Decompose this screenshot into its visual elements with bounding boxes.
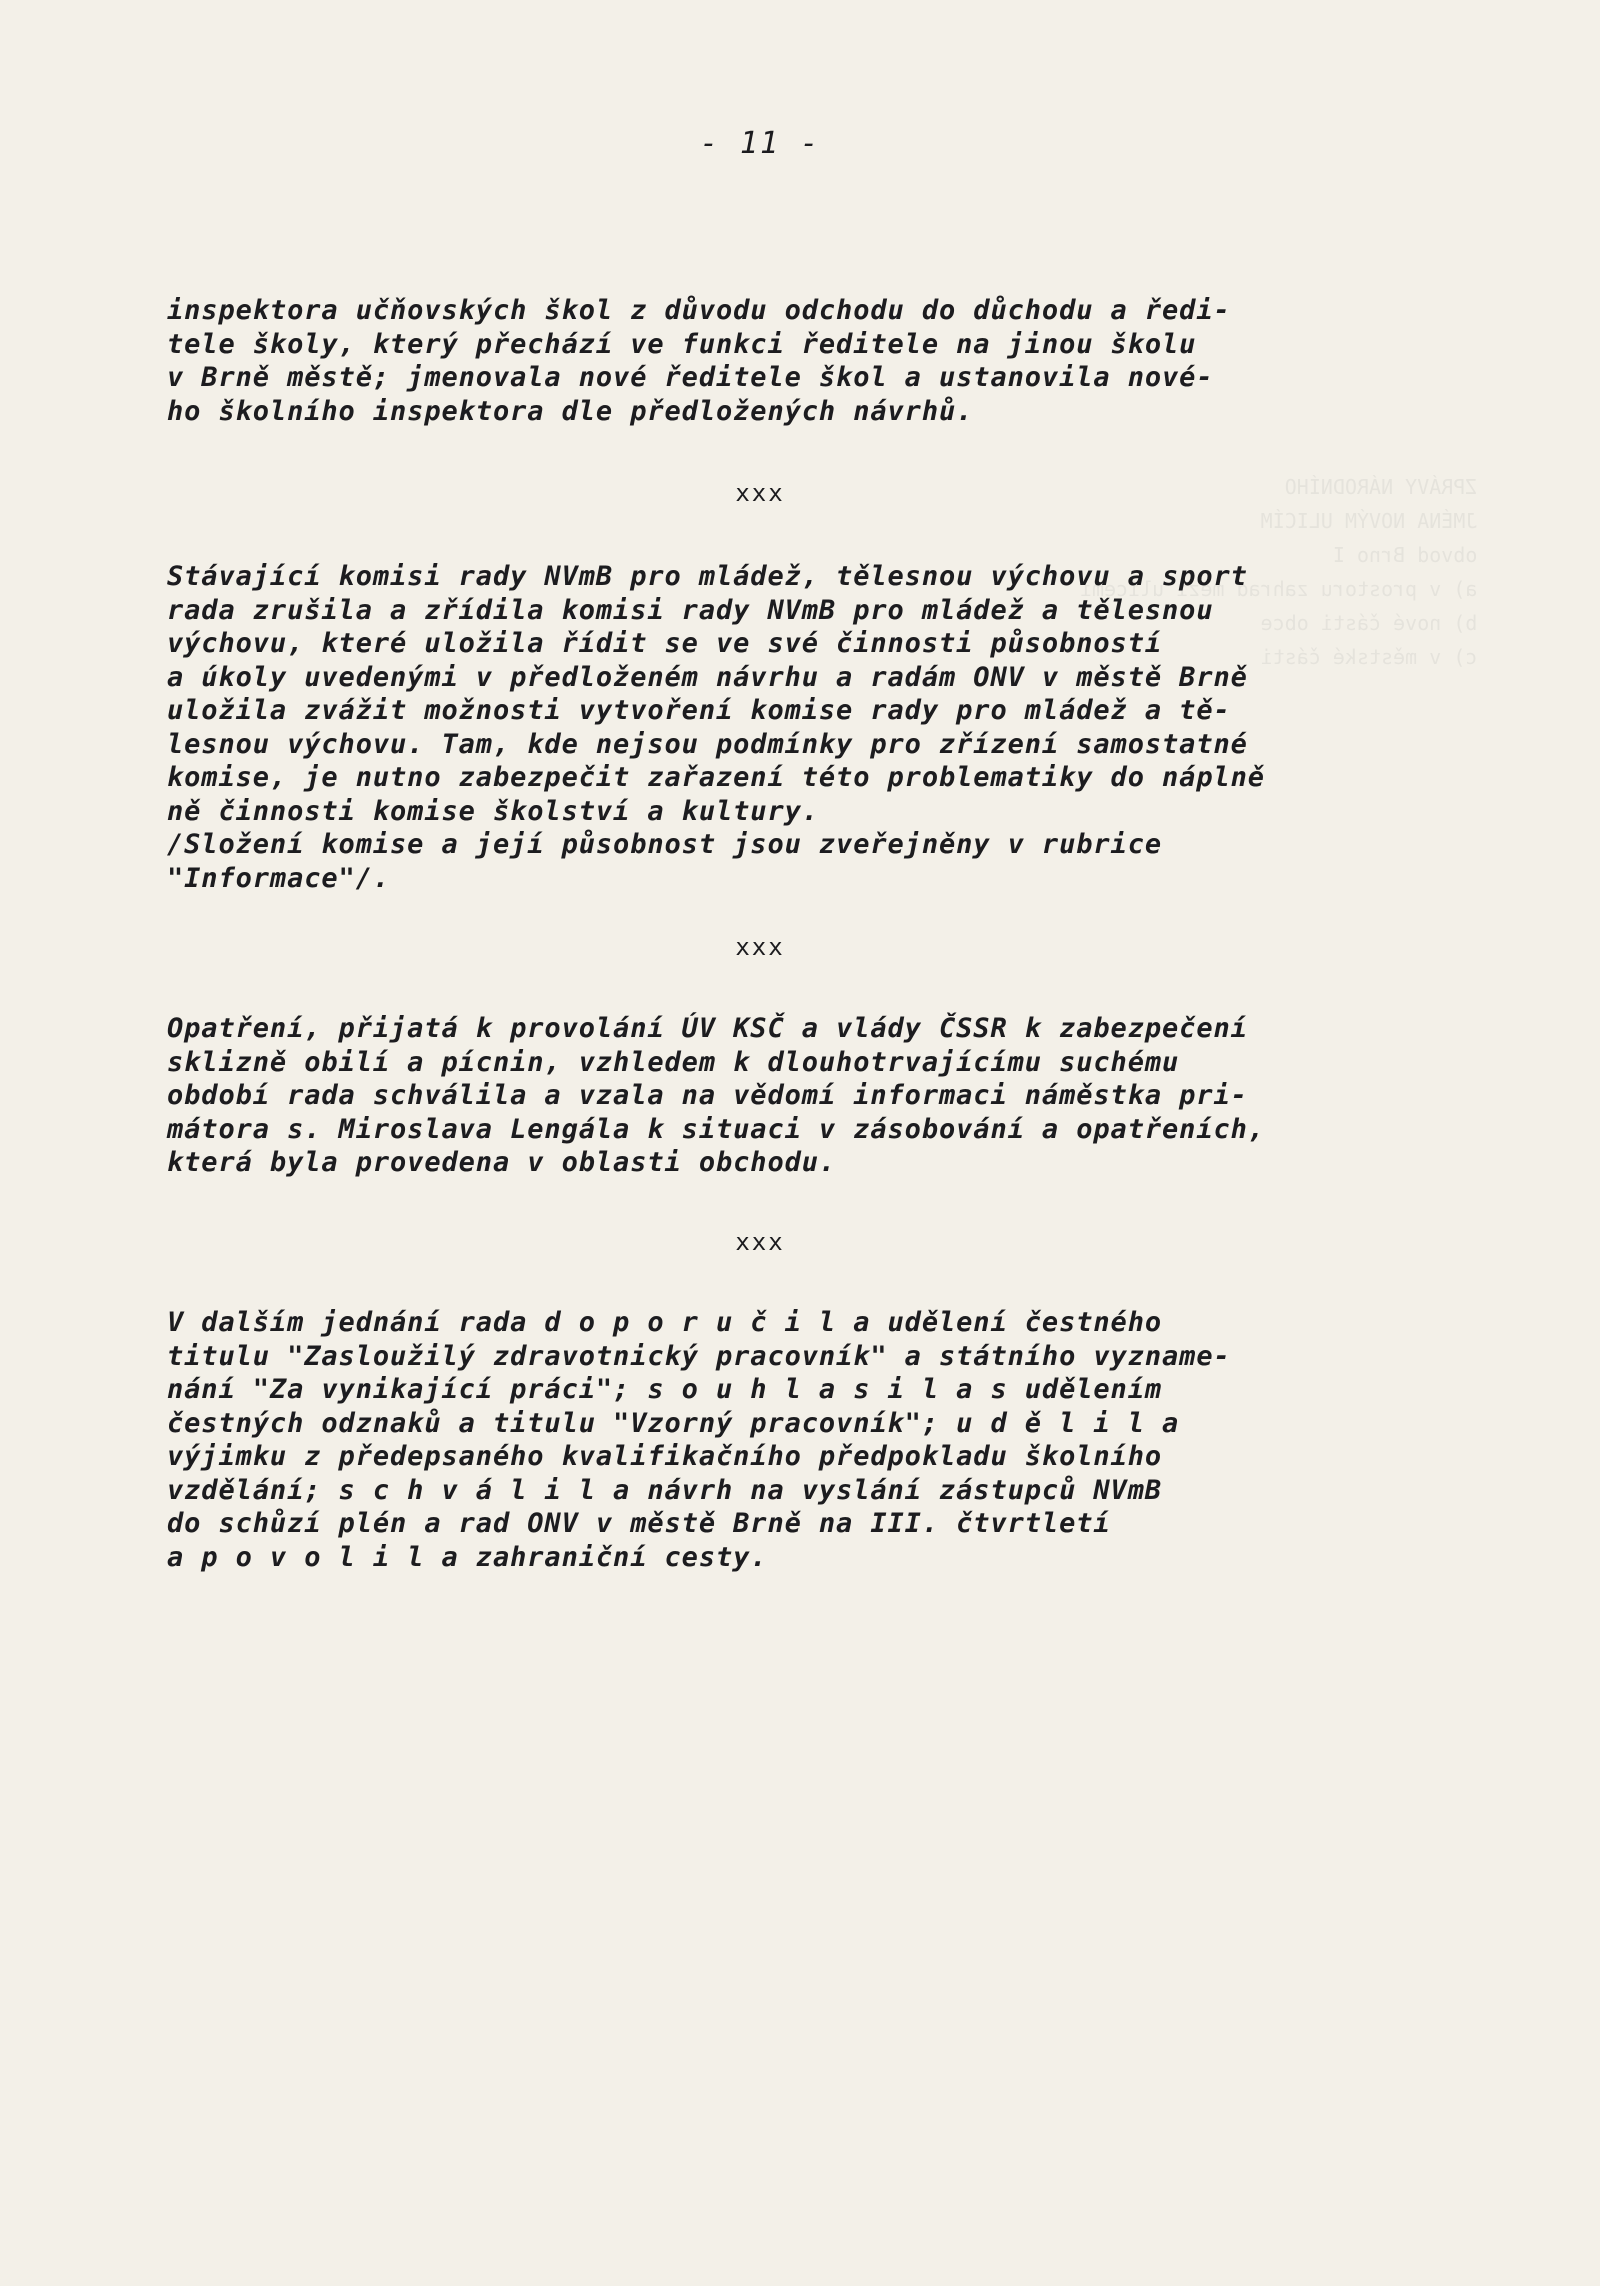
text-line: která byla provedena v oblasti obchodu. — [167, 1147, 837, 1178]
paragraph-further-proceedings — [167, 1306, 1427, 1574]
text-line: čestných odznaků a titulu "Vzorný pracovník"; u d ě l i l a — [167, 1407, 1180, 1439]
text-line: v Brně městě; jmenovala nové ředitele škol a ustanovila nové- — [167, 362, 1214, 393]
text-line: Stávající komisi rady NVmB pro mládež, tělesnou výchovu a sport — [167, 561, 1248, 592]
text-line: výjimku z předepsaného kvalifikačního předpokladu školního — [167, 1441, 1163, 1472]
paragraph-inspectors — [167, 294, 1427, 428]
text-line: výchovu, které uložila řídit se ve své činnosti působností — [167, 628, 1163, 659]
text-line: /Složení komise a její působnost jsou zveřejněny v rubrice — [167, 829, 1163, 860]
text-line: ně činnosti komise školství a kultury. — [167, 795, 819, 827]
text-line: období rada schválila a vzala na vědomí informaci náměstka pri- — [167, 1080, 1248, 1111]
text-line: inspektora učňovských škol z důvodu odchodu do důchodu a ředi- — [167, 295, 1231, 326]
text-line: komise, je nutno zabezpečit zařazení této problematiky do náplně — [167, 762, 1265, 793]
page-number: - 11 - — [699, 126, 821, 161]
text-line: vzdělání; s c h v á l i l a návrh na vyslání zástupců NVmB — [167, 1474, 1163, 1506]
text-line: nání "Za vynikající práci"; s o u h l a s i l a s udělením — [167, 1374, 1163, 1405]
text-line: Opatření, přijatá k provolání ÚV KSČ a vlády ČSSR k zabezpečení — [167, 1013, 1248, 1044]
text-line: do schůzí plén a rad ONV v městě Brně na III. čtvrtletí — [167, 1508, 1111, 1539]
text-line: titulu "Zasloužilý zdravotnický pracovník" a státního vyzname- — [167, 1340, 1231, 1372]
show-through-text: ZPRÁVY NÁRODNÍHO JMÉNA NOVÝM ULICÍM obvod Brno I a) v prostoru zahrad mezi ulicemi b) nové části obce c) v městské části — [1080, 475, 1478, 669]
text-line: "Informace"/. — [167, 862, 391, 894]
text-line: sklizně obilí a pícnin, vzhledem k dlouhotrvajícímu suchému — [167, 1046, 1180, 1078]
text-line: rada zrušila a zřídila komisi rady NVmB pro mládež a tělesnou — [167, 594, 1214, 626]
text-line: tele školy, který přechází ve funkci ředitele na jinou školu — [167, 328, 1197, 360]
text-line: ho školního inspektora dle předložených návrhů. — [167, 395, 974, 427]
paragraph-youth-commission — [167, 560, 1427, 895]
text-line: uložila zvážit možnosti vytvoření komise rady pro mládež a tě- — [167, 695, 1231, 726]
paragraph-harvest-measures — [167, 1012, 1427, 1180]
text-line: a p o v o l i l a zahraniční cesty. — [167, 1541, 768, 1573]
separator: xxx — [735, 1228, 785, 1256]
separator: xxx — [735, 933, 785, 961]
text-line: lesnou výchovu. Tam, kde nejsou podmínky pro zřízení samostatné — [167, 728, 1248, 760]
text-line: mátora s. Miroslava Lengála k situaci v zásobování a opatřeních, — [167, 1113, 1265, 1145]
text-line: a úkoly uvedenými v předloženém návrhu a radám ONV v městě Brně — [167, 661, 1248, 693]
separator: xxx — [735, 479, 785, 507]
text-line: V dalším jednání rada d o p o r u č i l a udělení čestného — [167, 1307, 1163, 1338]
